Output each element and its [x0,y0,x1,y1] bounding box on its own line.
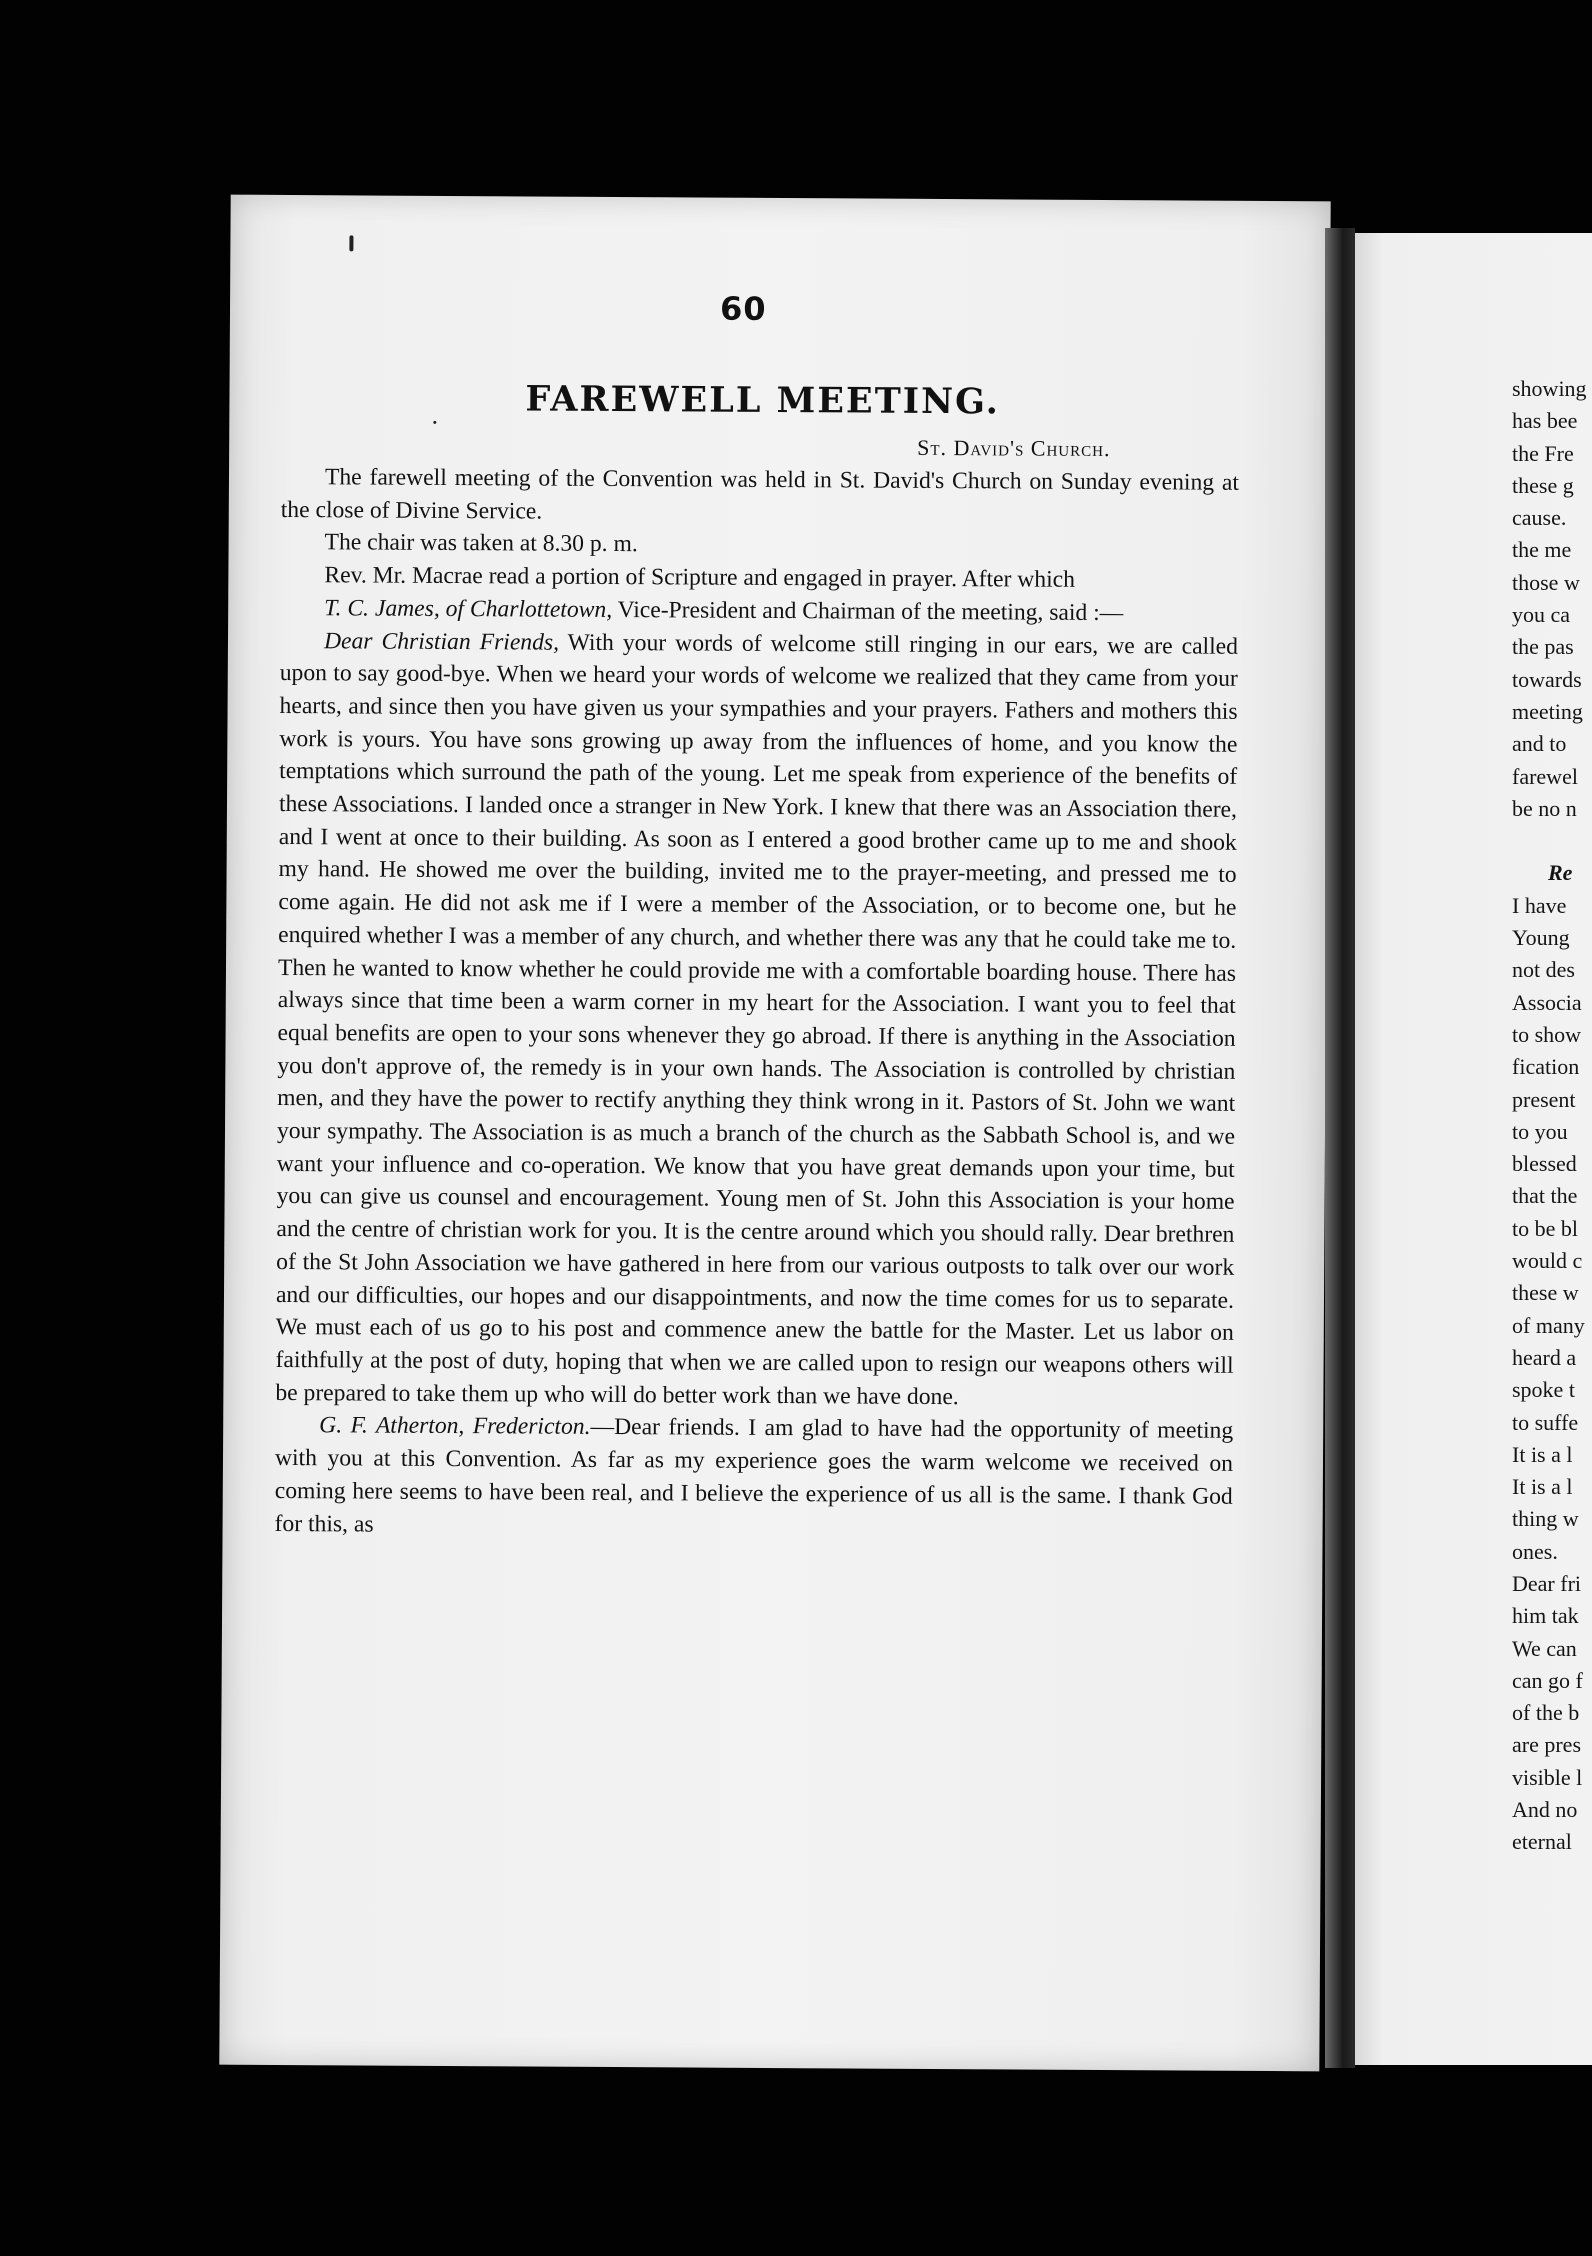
right-page-line: spoke t [1512,1377,1575,1403]
right-page-line: heard a [1512,1344,1577,1370]
right-page-line: of many [1512,1312,1585,1338]
venue-heading: St. David's Church. [917,434,1111,462]
right-page-line: Re [1548,860,1573,886]
body-text [275,461,1240,1546]
right-page-line: towards [1512,666,1582,692]
section-title: FAREWELL MEETING. [525,378,1001,423]
paragraph-text: —Dear friends. I am glad to have had the opportunity of meeting with you at this Convention. As far as my experience goes the warm welcome we received on coming here seems to have been real, and I believe the experience of us all is the same. I thank God for this, as [274,1414,1234,1538]
paragraph-chair: The chair was taken at 8.30 p. m. [324,529,638,558]
right-page-line: of the b [1512,1700,1580,1726]
paragraph-text: With your words of welcome still ringing in our ears, we are called upon to say good-bye. When we heard your words of welcome we realized that they came from your hearts, and since then you have given us your sympathies and your prayers. Fathers and mothers this work is yours. You have sons growing up away from the influences of home, and you know the temptations which surround the path of the young. Let me speak from experience of the benefits of these Associations. I landed once a stranger in New York. I knew that there was an Association there, and I went at once to their building. As soon as I entered a good brother came up to me and shook my hand. He showed me over the building, invited me to the prayer-meeting, and pressed me to come again. He did not ask me if I were a member of the Association, or to become one, but he enquired whether I was a member of any church, and whether there was any that he could take me to. Then he wanted to know whether he could provide me with a comfortable boarding house. There has always since that time been a warm corner in my heart for the Association. I want you to feel that equal benefits are open to your sons whenever they go abroad. If there is anything in the Association you don't approve of, the remedy is in your own hands. The Association is controlled by christian men, and they have the power to rectify anything they think wrong in it. Pastors of St. John we want your sympathy. The Association is as much a branch of the church as the Sabbath School is, and we want your influence and co-operation. We know that you have great demands upon your time, but you can give us counsel and encouragement. Young men of St. John this Association is your home and the centre of christian work for you. It is the centre around which you should rally. Dear brethren of the St John Association we have gathered in here from our various outposts to talk over our work and our difficulties, our hopes and our disappointments, and now the time comes for us to separate. We must each of us go to his post and commence anew the battle for the Master. Let us labor on faithfully at the post of duty, hoping that when we are called upon to resign our weapons others will be prepared to take them up who will do better work than we have done. [275,629,1239,1410]
right-page-line: to you [1512,1118,1568,1144]
right-page-line: to suffe [1512,1409,1579,1435]
right-page-line: you ca [1512,602,1571,628]
right-page-line: would c [1512,1248,1583,1274]
right-page-line [1512,825,1587,857]
right-page-line: the pas [1512,634,1574,660]
right-page [1355,233,1592,2065]
right-page-line: fication [1512,1054,1580,1080]
paragraph-prayer: Rev. Mr. Macrae read a portion of Scripture and engaged in prayer. After which [324,562,1076,593]
left-page [219,195,1330,2072]
right-page-line: Dear fri [1512,1570,1582,1596]
right-page-line: those w [1512,569,1580,595]
right-page-line: not des [1512,957,1575,983]
paragraph-text: Vice-President and Chairman of the meeting, said :— [612,596,1124,626]
right-page-line: It is a l [1512,1441,1573,1467]
right-page-line: to be bl [1512,1215,1578,1241]
right-page-line: Associa [1512,989,1582,1015]
book-gutter [1325,228,1355,2068]
right-page-line: thing w [1512,1506,1579,1532]
paragraph-atherton-speech [275,1409,1234,1546]
right-page-line: these w [1512,1280,1579,1306]
right-page-line: It is a l [1512,1474,1573,1500]
salutation: Dear Christian Friends, [323,627,560,656]
right-page-line: ones. [1512,1538,1558,1564]
right-page-line: And no [1512,1797,1578,1823]
right-page-line: that the [1512,1183,1578,1209]
right-page-line: farewel [1512,763,1578,789]
speaker-name: G. F. Atherton, Fredericton. [319,1412,591,1441]
right-page-line: visible l [1512,1764,1583,1790]
right-page-line: him tak [1512,1603,1579,1629]
right-page-line: be no n [1512,795,1577,821]
paragraph-intro: The farewell meeting of the Convention was held in St. David's Church on Sunday evening at the close of Divine Service. [280,464,1240,525]
right-page-line: I have [1512,892,1567,918]
right-page-line: the Fre [1512,440,1574,466]
right-page-line: and to [1512,731,1567,757]
right-page-line: has bee [1512,408,1578,434]
right-page-line: eternal [1512,1829,1572,1855]
right-page-line: to show [1512,1021,1582,1047]
right-page-line: showing [1512,376,1587,401]
right-page-line: cause. [1512,505,1567,531]
right-page-text [1512,373,1587,1859]
page-number: 60 [719,289,767,328]
right-page-line: can go f [1512,1667,1583,1693]
ink-speck [433,421,436,424]
right-page-line: Young [1512,925,1570,951]
paragraph-chairman-speech [275,624,1238,1415]
right-page-line: present [1512,1086,1576,1112]
paragraph-chairman-intro [280,592,1238,631]
right-page-line: are pres [1512,1732,1582,1758]
right-page-line: blessed [1512,1151,1577,1177]
right-page-line: meeting [1512,698,1583,724]
right-page-line: We can [1512,1635,1577,1661]
ink-speck [349,235,353,251]
speaker-name: T. C. James, of Charlottetown, [324,595,613,623]
right-page-line: these g [1512,472,1574,498]
right-page-line: the me [1512,537,1572,563]
